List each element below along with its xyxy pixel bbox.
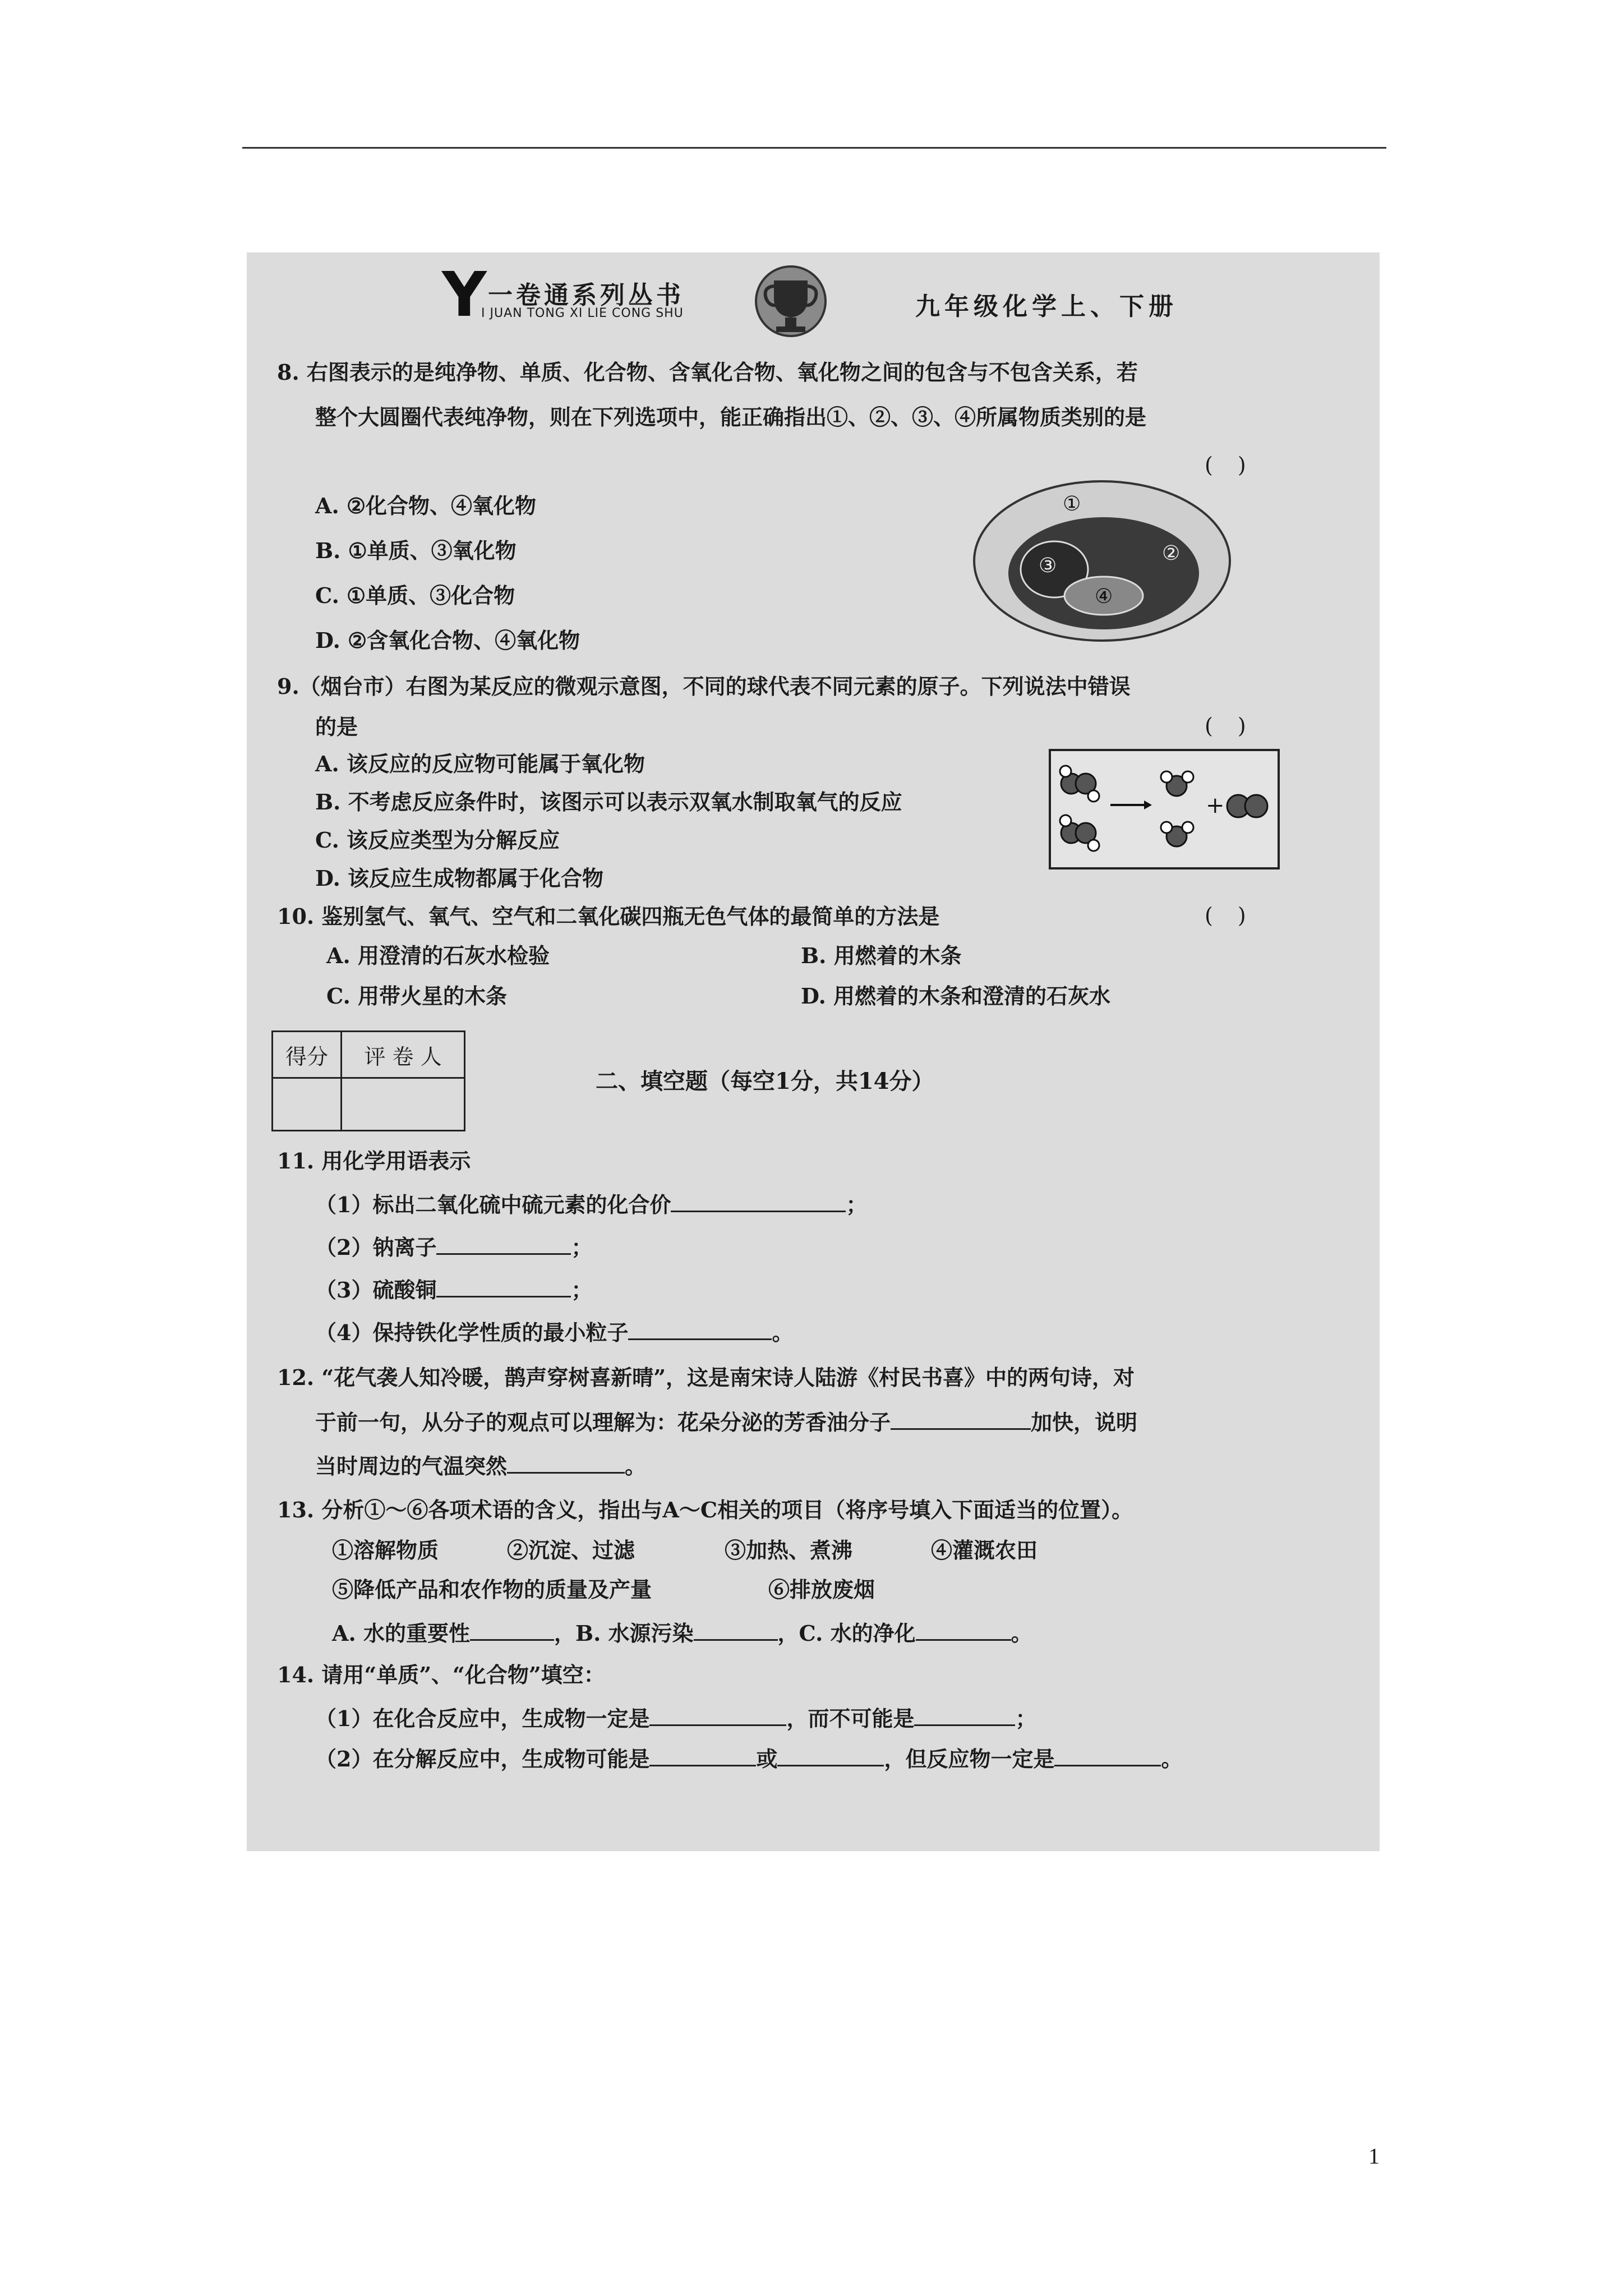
grader-cell xyxy=(342,1078,465,1131)
q9-option-b: B. 不考虑反应条件时，该图示可以表示双氧水制取氧气的反应 xyxy=(315,789,902,815)
q14-stem: 14. 请用“单质”、“化合物”填空： xyxy=(277,1662,605,1687)
q8-stem-line2: 整个大圆圈代表纯净物，则在下列选项中，能正确指出①、②、③、④所属物质类别的是 xyxy=(315,404,1147,430)
q10-answer-paren: () xyxy=(1205,903,1271,928)
grade-title: 九年级化学上、下册 xyxy=(915,292,1178,321)
q9-answer-paren: () xyxy=(1205,714,1271,738)
q10-option-c: C. 用带火星的木条 xyxy=(326,983,508,1009)
q9-option-d: D. 该反应生成物都属于化合物 xyxy=(315,866,604,891)
q8-option-d: D. ②含氧化合物、④氧化物 xyxy=(315,628,580,653)
series-pinyin: I JUAN TONG XI LIE CONG SHU xyxy=(481,306,684,320)
section-title: 二、填空题（每空1分，共14分） xyxy=(596,1068,934,1094)
q8-option-b: B. ①单质、③氧化物 xyxy=(315,538,517,563)
q11-blank-2[interactable] xyxy=(436,1233,571,1255)
q13-term-5: ⑤降低产品和农作物的质量及产量 xyxy=(332,1577,652,1602)
q10-option-a: A. 用澄清的石灰水检验 xyxy=(326,943,550,968)
q9-option-c: C. 该反应类型为分解反应 xyxy=(315,827,560,853)
q14-line-2: （2）在分解反应中，生成物可能是 或 ，但反应物一定是 。 xyxy=(315,1745,1183,1773)
q13-term-3: ③加热、煮沸 xyxy=(725,1538,853,1563)
header-rule xyxy=(242,147,1386,149)
product-molecule-3 xyxy=(1227,795,1267,817)
figure-label-4: ④ xyxy=(1095,585,1113,608)
q13-blank-a[interactable] xyxy=(470,1619,554,1641)
q14-blank-2[interactable] xyxy=(914,1704,1015,1726)
plus-sign: + xyxy=(1206,793,1225,818)
q14-line-1: （1）在化合反应中，生成物一定是 ，而不可能是 ； xyxy=(315,1704,1036,1732)
q13-answer-line: A. 水的重要性 ，B. 水源污染 ，C. 水的净化 。 xyxy=(332,1619,1032,1647)
q11-item-1: （1）标出二氧化硫中硫元素的化合价 ； xyxy=(315,1190,867,1218)
q11-blank-1[interactable] xyxy=(671,1190,846,1212)
q10-option-b: B. 用燃着的木条 xyxy=(801,943,962,968)
q14-blank-1[interactable] xyxy=(649,1704,786,1726)
score-label: 得分 xyxy=(273,1032,342,1078)
q11-stem: 11. 用化学用语表示 xyxy=(277,1148,471,1174)
q10-option-d: D. 用燃着的木条和澄清的石灰水 xyxy=(801,983,1111,1009)
q13-term-4: ④灌溉农田 xyxy=(931,1538,1038,1563)
q11-blank-4[interactable] xyxy=(628,1318,772,1340)
q8-answer-paren: () xyxy=(1205,453,1271,477)
q8-option-c: C. ①单质、③化合物 xyxy=(315,583,515,608)
q13-term-1: ①溶解物质 xyxy=(332,1538,439,1563)
q12-blank-2[interactable] xyxy=(507,1452,625,1474)
q10-stem: 10. 鉴别氢气、氧气、空气和二氧化碳四瓶无色气体的最简单的方法是 xyxy=(277,904,940,929)
q12-stem-line2: 于前一句，从分子的观点可以理解为：花朵分泌的芳香油分子 加快，说明 xyxy=(315,1408,1137,1436)
q12-stem-line3: 当时周边的气温突然 。 xyxy=(315,1452,646,1480)
figure-label-2: ② xyxy=(1162,542,1181,565)
q8-option-a: A. ②化合物、④氧化物 xyxy=(315,493,537,518)
scanned-exam-page xyxy=(247,252,1380,1851)
q12-blank-1[interactable] xyxy=(891,1408,1031,1430)
q11-blank-3[interactable] xyxy=(436,1276,571,1297)
series-logo: Y xyxy=(442,259,487,330)
reaction-micro-diagram xyxy=(1049,749,1280,869)
figure-label-3: ③ xyxy=(1039,554,1057,577)
q14-blank-3[interactable] xyxy=(649,1745,756,1766)
q14-blank-4[interactable] xyxy=(777,1745,884,1766)
page-number: 1 xyxy=(1368,2143,1380,2169)
q13-stem: 13. 分析①～⑥各项术语的含义，指出与A～C相关的项目（将序号填入下面适当的位置）。 xyxy=(277,1497,1133,1522)
q13-blank-b[interactable] xyxy=(694,1619,778,1641)
q11-item-2: （2）钠离子 ； xyxy=(315,1233,592,1261)
q11-item-4: （4）保持铁化学性质的最小粒子 。 xyxy=(315,1318,793,1346)
grader-label: 评 卷 人 xyxy=(342,1032,465,1078)
q13-blank-c[interactable] xyxy=(916,1619,1011,1641)
trophy-icon xyxy=(751,259,830,343)
q9-stem-line1: 9.（烟台市）右图为某反应的微观示意图，不同的球代表不同元素的原子。下列说法中错误 xyxy=(277,674,1131,699)
score-box xyxy=(271,1030,465,1131)
q12-stem-line1: 12. “花气袭人知冷暖，鹊声穿树喜新晴”，这是南宋诗人陆游《村民书喜》中的两句诗，对 xyxy=(277,1365,1135,1390)
q13-term-2: ②沉淀、过滤 xyxy=(507,1538,635,1563)
q8-stem-line1: 8. 右图表示的是纯净物、单质、化合物、含氧化合物、氧化物之间的包含与不包含关系，若 xyxy=(277,360,1138,385)
q9-stem-line2: 的是 xyxy=(315,714,358,739)
figure-label-1: ① xyxy=(1063,493,1081,516)
page-header xyxy=(247,252,1380,342)
classification-circle-diagram xyxy=(970,477,1234,645)
q11-item-3: （3）硫酸铜 ； xyxy=(315,1276,592,1304)
q14-blank-5[interactable] xyxy=(1054,1745,1161,1766)
score-cell xyxy=(273,1078,342,1131)
series-title: 一卷通系列丛书 xyxy=(488,281,684,310)
q13-term-6: ⑥排放废烟 xyxy=(768,1577,875,1602)
q9-option-a: A. 该反应的反应物可能属于氧化物 xyxy=(315,751,645,776)
